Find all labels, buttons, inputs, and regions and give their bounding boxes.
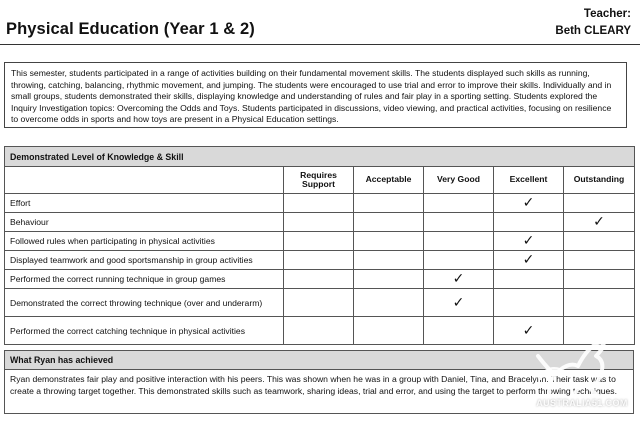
teacher-name: Beth CLEARY <box>555 25 631 37</box>
skills-section-heading-row <box>5 147 635 167</box>
subject-title: Physical Education (Year 1 & 2) <box>6 20 255 38</box>
report-header <box>0 0 640 46</box>
checkmark-icon: ✓ <box>522 252 535 268</box>
column-header-very-good: Very Good <box>424 167 494 194</box>
rating-cell-very-good <box>424 317 494 345</box>
rating-cell-outstanding <box>564 270 635 289</box>
checkmark-icon: ✓ <box>522 322 535 339</box>
rating-cell-requires-support <box>284 251 354 270</box>
rating-cell-excellent <box>494 289 564 317</box>
skill-label: Behaviour <box>5 213 284 232</box>
rating-cell-requires-support <box>284 194 354 213</box>
checkmark-icon: ✓ <box>522 233 535 249</box>
achievement-text: Ryan demonstrates fair play and positive interaction with his peers. This was shown when he was in a group with Daniel, Tina, and Bracelynn. Their task was to create a throwing target together. This demonstrated skills such as teamwork, sharing ideas, trial and error, and using the target to perform throwing techniques. <box>4 370 634 414</box>
skill-column-header <box>5 167 284 194</box>
skill-label: Displayed teamwork and good sportsmanship in group activities <box>5 251 284 270</box>
rating-cell-excellent <box>494 232 564 251</box>
rating-cell-excellent <box>494 251 564 270</box>
rating-cell-acceptable <box>354 251 424 270</box>
rating-cell-outstanding <box>564 251 635 270</box>
checkmark-icon: ✓ <box>452 294 465 311</box>
rating-cell-acceptable <box>354 270 424 289</box>
skill-label: Demonstrated the correct throwing technique (over and underarm) <box>5 289 284 317</box>
rating-cell-excellent <box>494 213 564 232</box>
rating-cell-requires-support <box>284 317 354 345</box>
column-header-excellent: Excellent <box>494 167 564 194</box>
rating-cell-acceptable <box>354 194 424 213</box>
rating-cell-very-good <box>424 270 494 289</box>
watermark-text: AUSTRALIA51.COM <box>536 398 628 408</box>
skill-label: Effort <box>5 194 284 213</box>
teacher-label: Teacher: <box>583 8 631 20</box>
rating-cell-very-good <box>424 194 494 213</box>
rating-cell-requires-support <box>284 289 354 317</box>
rating-cell-outstanding <box>564 194 635 213</box>
checkmark-icon: ✓ <box>522 195 535 211</box>
rating-cell-excellent <box>494 270 564 289</box>
rating-cell-outstanding <box>564 289 635 317</box>
skill-row <box>5 251 635 270</box>
rating-cell-acceptable <box>354 213 424 232</box>
skill-row <box>5 270 635 289</box>
skill-label: Performed the correct running technique in group games <box>5 270 284 289</box>
skill-label: Followed rules when participating in physical activities <box>5 232 284 251</box>
column-header-outstanding: Outstanding <box>564 167 635 194</box>
rating-cell-very-good <box>424 213 494 232</box>
rating-cell-excellent <box>494 194 564 213</box>
achievement-heading: What Ryan has achieved <box>4 350 634 370</box>
rating-cell-acceptable <box>354 289 424 317</box>
rating-cell-outstanding <box>564 232 635 251</box>
rating-cell-requires-support <box>284 232 354 251</box>
rating-cell-very-good <box>424 232 494 251</box>
rating-cell-acceptable <box>354 317 424 345</box>
skill-row <box>5 232 635 251</box>
skill-row <box>5 289 635 317</box>
rating-cell-outstanding <box>564 213 635 232</box>
rating-cell-requires-support <box>284 270 354 289</box>
checkmark-icon: ✓ <box>593 214 605 230</box>
skill-row <box>5 194 635 213</box>
skills-section-heading: Demonstrated Level of Knowledge & Skill <box>5 147 635 167</box>
rating-cell-very-good <box>424 251 494 270</box>
rating-cell-very-good <box>424 289 494 317</box>
skill-label: Performed the correct catching technique in physical activities <box>5 317 284 345</box>
skill-row <box>5 213 635 232</box>
column-header-acceptable: Acceptable <box>354 167 424 194</box>
checkmark-icon: ✓ <box>452 271 465 287</box>
skills-table <box>4 146 635 345</box>
semester-summary: This semester, students participated in a range of activities building on their fundamental movement skills. The students displayed such skills as running, throwing, catching, balancing, rhythmic movement, and jumping. The students were encouraged to use trial and error to improve their skills. Individually and in small groups, students demonstrated their skills, displaying knowledge and understanding of rules and fair play in a sporting setting. Students explored the Inquiry Investigation topics: Overcoming the Odds and Toys. Students participated in discussions, video viewing, and practical activities, focusing on resilience to overcome odds in sports and how toys are present in a Physical Education settings. <box>4 62 627 128</box>
column-header-requires-support: Requires Support <box>284 167 354 194</box>
rating-cell-requires-support <box>284 213 354 232</box>
column-header-row <box>5 167 635 194</box>
header-divider <box>0 44 640 45</box>
rating-cell-acceptable <box>354 232 424 251</box>
